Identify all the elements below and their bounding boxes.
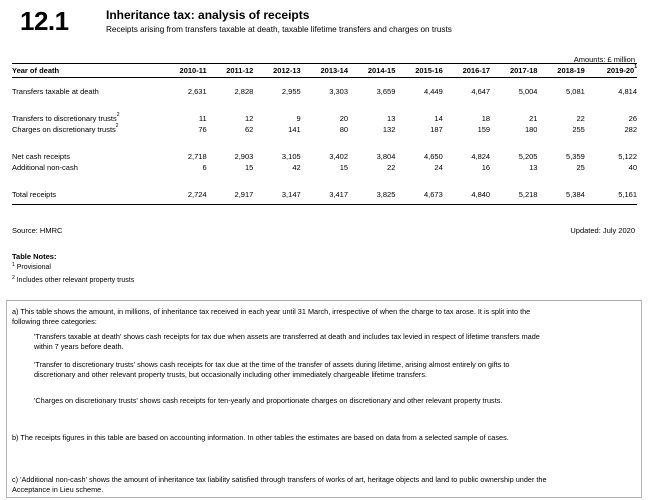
table-cell: 2,828	[234, 87, 254, 96]
table-cell: 187	[430, 125, 443, 134]
table-cell: 141	[288, 125, 301, 134]
table-cell: 2,903	[234, 152, 254, 161]
table-cell: 4,449	[423, 87, 443, 96]
note-text: Includes other relevant property trusts	[16, 277, 135, 284]
footnote-marker: 2	[115, 123, 119, 129]
row-label	[12, 113, 160, 124]
row-label-text: Charges on discretionary trusts	[12, 125, 116, 134]
explanation-a2: 'Transfer to discretionary trusts' shows cash receipts for tax due at the time of the transfer of assets during lifetime, arising almost entirely on gifts to discretionary and other relevant property trusts, but occasionally including other immediately chargeable lifetime transfers.	[34, 360, 510, 379]
row-label-text: Transfers taxable at death	[12, 87, 99, 96]
col-header-year: 2014-15	[348, 64, 395, 78]
table-cell: 14	[434, 114, 443, 123]
table-cell: 4,814	[618, 87, 637, 96]
explanation-b: b) The receipts figures in this table are based on accounting information. In other tables the estimates are based on data from a selected sample of cases.	[12, 433, 509, 442]
table-row	[12, 189, 637, 200]
table-cell: 3,402	[329, 152, 349, 161]
note-2	[12, 277, 134, 284]
table-cell: 11	[198, 114, 207, 123]
table-number: 12.1	[20, 6, 69, 36]
table-cell: 18	[481, 114, 491, 123]
col-header-year: 2010-11	[160, 64, 207, 78]
table-cell: 3,303	[329, 87, 349, 96]
table-row	[12, 151, 637, 162]
table-cell: 132	[382, 125, 396, 134]
col-header-year: 2015-16	[395, 64, 442, 78]
table-cell: 4,824	[471, 152, 491, 161]
table-cell: 4,650	[423, 152, 443, 161]
table-cell: 3,105	[281, 152, 301, 161]
table-cell: 21	[529, 114, 538, 123]
page-title: Inheritance tax: analysis of receipts	[106, 8, 310, 22]
table-cell: 9	[296, 114, 301, 123]
table-cell: 13	[387, 114, 396, 123]
year-label: 2019-20	[606, 66, 635, 75]
table-cell: 26	[628, 114, 637, 123]
row-label-text: Additional non-cash	[12, 163, 78, 172]
table-cell: 3,659	[376, 87, 396, 96]
table-cell: 2,917	[234, 190, 254, 199]
table-cell: 2,955	[281, 87, 301, 96]
table-cell: 22	[576, 114, 585, 123]
notes-title: Table Notes:	[12, 252, 57, 261]
explanation-a3: 'Charges on discretionary trusts' shows cash receipts for ten-yearly and proportionate charges on discretionary and other relevant property trusts.	[34, 396, 503, 405]
table-cell: 40	[628, 163, 637, 172]
table-cell: 5,004	[518, 87, 538, 96]
note-1	[12, 264, 51, 271]
table-cell: 5,218	[518, 190, 538, 199]
col-header-year: 2016-17	[443, 64, 490, 78]
table-cell: 2,631	[187, 87, 207, 96]
units-label: Amounts: £ million	[573, 55, 635, 64]
table-cell: 3,417	[329, 190, 349, 199]
col-header-year	[585, 64, 637, 78]
explanation-a1: 'Transfers taxable at death' shows cash receipts for tax due when assets are transferred at death and includes tax levied in respect of lifetime transfers made within 7 years before death.	[34, 332, 540, 351]
row-label	[12, 124, 160, 135]
col-header-year: 2017-18	[490, 64, 537, 78]
table-cell: 5,122	[618, 152, 637, 161]
table-cell: 25	[576, 163, 585, 172]
table-cell: 5,161	[618, 190, 637, 199]
table-header-row	[12, 64, 637, 78]
table-row	[12, 86, 637, 97]
table-cell: 282	[624, 125, 637, 134]
col-header-year: 2011-12	[207, 64, 254, 78]
table-cell: 2,724	[187, 190, 207, 199]
table-cell: 13	[529, 163, 538, 172]
row-label	[12, 86, 160, 97]
table-cell: 3,804	[376, 152, 396, 161]
footnote-marker: 2	[12, 275, 15, 281]
table-cell: 5,359	[566, 152, 585, 161]
table-cell: 16	[481, 163, 491, 172]
col-header-year: 2018-19	[537, 64, 584, 78]
col-header-year: 2013-14	[301, 64, 348, 78]
note-text: Provisional	[16, 264, 51, 271]
row-label	[12, 162, 160, 173]
table-row	[12, 124, 637, 135]
row-label	[12, 151, 160, 162]
table-cell: 5,081	[566, 87, 585, 96]
page-subtitle: Receipts arising from transfers taxable at death, taxable lifetime transfers and charges on trusts	[106, 25, 452, 34]
table-cell: 24	[434, 163, 443, 172]
table-cell: 3,147	[281, 190, 301, 199]
explanation-a: a) This table shows the amount, in millions, of inheritance tax received in each year until 31 March, irrespective of when the charge to tax arose. It is split into the following three categories:	[12, 307, 531, 326]
row-label	[12, 189, 160, 200]
table-cell: 2,718	[187, 152, 207, 161]
table-cell: 76	[198, 125, 207, 134]
table-cell: 12	[244, 114, 254, 123]
table-cell: 159	[477, 125, 491, 134]
table-cell: 180	[524, 125, 538, 134]
table-cell: 22	[387, 163, 396, 172]
table-cell: 62	[244, 125, 254, 134]
footnote-marker: 2	[116, 112, 120, 118]
table-cell: 80	[339, 125, 349, 134]
table-cell: 6	[202, 163, 207, 172]
row-label-text: Transfers to discretionary trusts	[12, 114, 117, 123]
table-cell: 4,647	[471, 87, 491, 96]
table-cell: 20	[339, 114, 349, 123]
table-cell: 255	[572, 125, 585, 134]
updated-label: Updated: July 2020	[570, 226, 635, 235]
explanation-c: c) 'Additional non-cash' shows the amount of inheritance tax liability satisfied through transfers of works of art, heritage objects and land to public ownership under the Acceptance in Lieu scheme.	[12, 475, 547, 494]
table-cell: 42	[292, 163, 301, 172]
footnote-marker: 1	[634, 64, 637, 70]
row-label-text: Net cash receipts	[12, 152, 70, 161]
col-header-year: 2012-13	[253, 64, 300, 78]
table-cell: 5,384	[566, 190, 585, 199]
col-header-year-of-death: Year of death	[12, 64, 160, 78]
table-row	[12, 162, 637, 173]
table-cell: 15	[339, 163, 349, 172]
receipts-table	[12, 63, 637, 205]
row-label-text: Total receipts	[12, 190, 57, 199]
table-cell: 5,205	[518, 152, 538, 161]
table-row	[12, 113, 637, 124]
table-cell: 4,673	[423, 190, 443, 199]
table-cell: 3,825	[376, 190, 396, 199]
table-cell: 15	[244, 163, 254, 172]
table-cell: 4,840	[471, 190, 491, 199]
footnote-marker: 1	[12, 262, 15, 268]
source-label: Source: HMRC	[12, 226, 63, 235]
